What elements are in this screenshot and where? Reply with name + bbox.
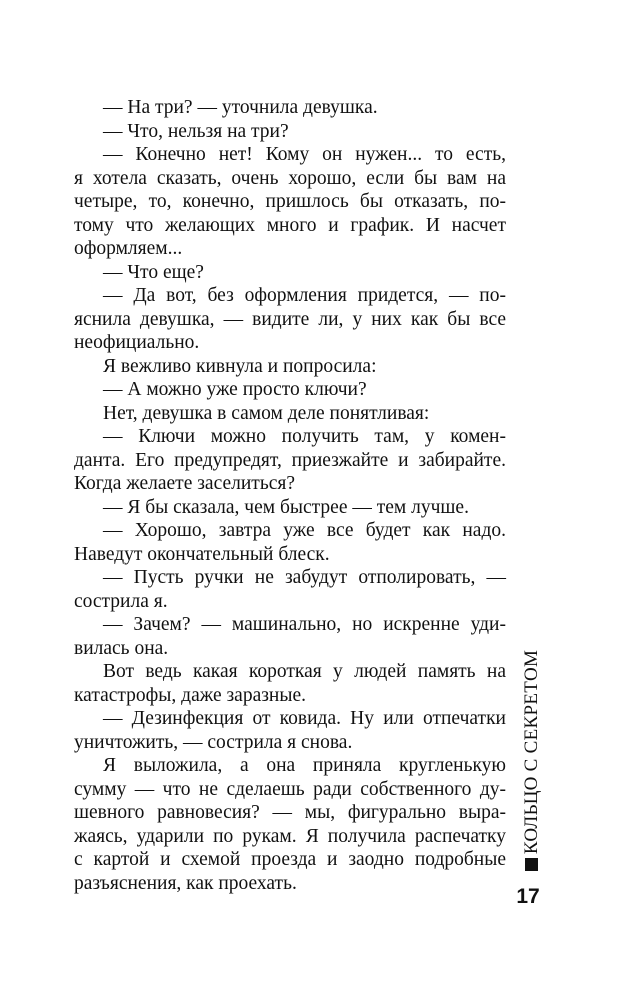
text-line: Я вежливо кивнула и попросила: <box>103 355 377 377</box>
running-title-text: КОЛЬЦО С СЕКРЕТОМ <box>521 649 542 855</box>
running-title <box>521 649 543 855</box>
text-line: сострила я. <box>74 590 168 612</box>
text-line: — Ключи можно получить там, у комен- <box>103 426 506 447</box>
text-line: — Что, нельзя на три? <box>103 120 289 142</box>
text-line: разъяснения, как проехать. <box>74 872 297 894</box>
text-line: — Конечно нет! Кому он нужен... то есть, <box>103 144 506 165</box>
text-line: — Что еще? <box>103 261 204 283</box>
text-line: данта. Его предупредят, приезжайте и забирайте. <box>74 449 506 471</box>
text-line: тому что желающих много и график. И насчет <box>74 214 506 236</box>
text-line: неофициально. <box>74 332 200 353</box>
text-line: уничтожить, — сострила я снова. <box>74 731 353 753</box>
text-line: шевного равновесия? — мы, фигурально выра- <box>74 802 506 823</box>
text-line: — Хорошо, завтра уже все будет как надо. <box>103 520 506 541</box>
text-line: Вот ведь какая короткая у людей память на <box>103 661 506 682</box>
text-line: жаясь, ударили по рукам. Я получила распечатку <box>74 825 506 847</box>
text-line: — Зачем? — машинально, но искренне уди- <box>103 614 506 635</box>
text-line: Нет, девушка в самом деле понятливая: <box>103 402 430 424</box>
text-line: яснила девушка, — видите ли, у них как бы все <box>74 308 506 330</box>
square-marker-icon <box>525 858 538 871</box>
text-line: катастрофы, даже заразные. <box>74 684 307 706</box>
text-line: с картой и схемой проезда и заодно подробные <box>74 849 506 870</box>
body-text <box>74 96 506 895</box>
text-line: сумму — что не сделаешь ради собственного ду- <box>74 778 506 800</box>
text-line: — На три? — уточнила девушка. <box>103 97 378 118</box>
page-number: 17 <box>516 885 540 908</box>
text-line: четыре, то, конечно, пришлось бы отказать, по- <box>74 191 506 212</box>
text-line: — Пусть ручки не забудут отполировать, — <box>103 567 506 588</box>
text-line: Я выложила, а она приняла кругленькую <box>103 755 506 776</box>
text-line: — Я бы сказала, чем быстрее — тем лучше. <box>103 496 469 518</box>
text-line: — А можно уже просто ключи? <box>103 379 367 400</box>
text-line: вилась она. <box>74 637 169 659</box>
text-line: — Дезинфекция от ковида. Ну или отпечатки <box>103 708 506 729</box>
text-line: оформляем... <box>74 238 183 259</box>
text-line: Наведут окончательный блеск. <box>74 543 330 565</box>
text-line: — Да вот, без оформления придется, — по- <box>103 285 506 306</box>
text-line: я хотела сказать, очень хорошо, если бы вам на <box>74 167 506 189</box>
text-line: Когда желаете заселиться? <box>74 473 295 494</box>
